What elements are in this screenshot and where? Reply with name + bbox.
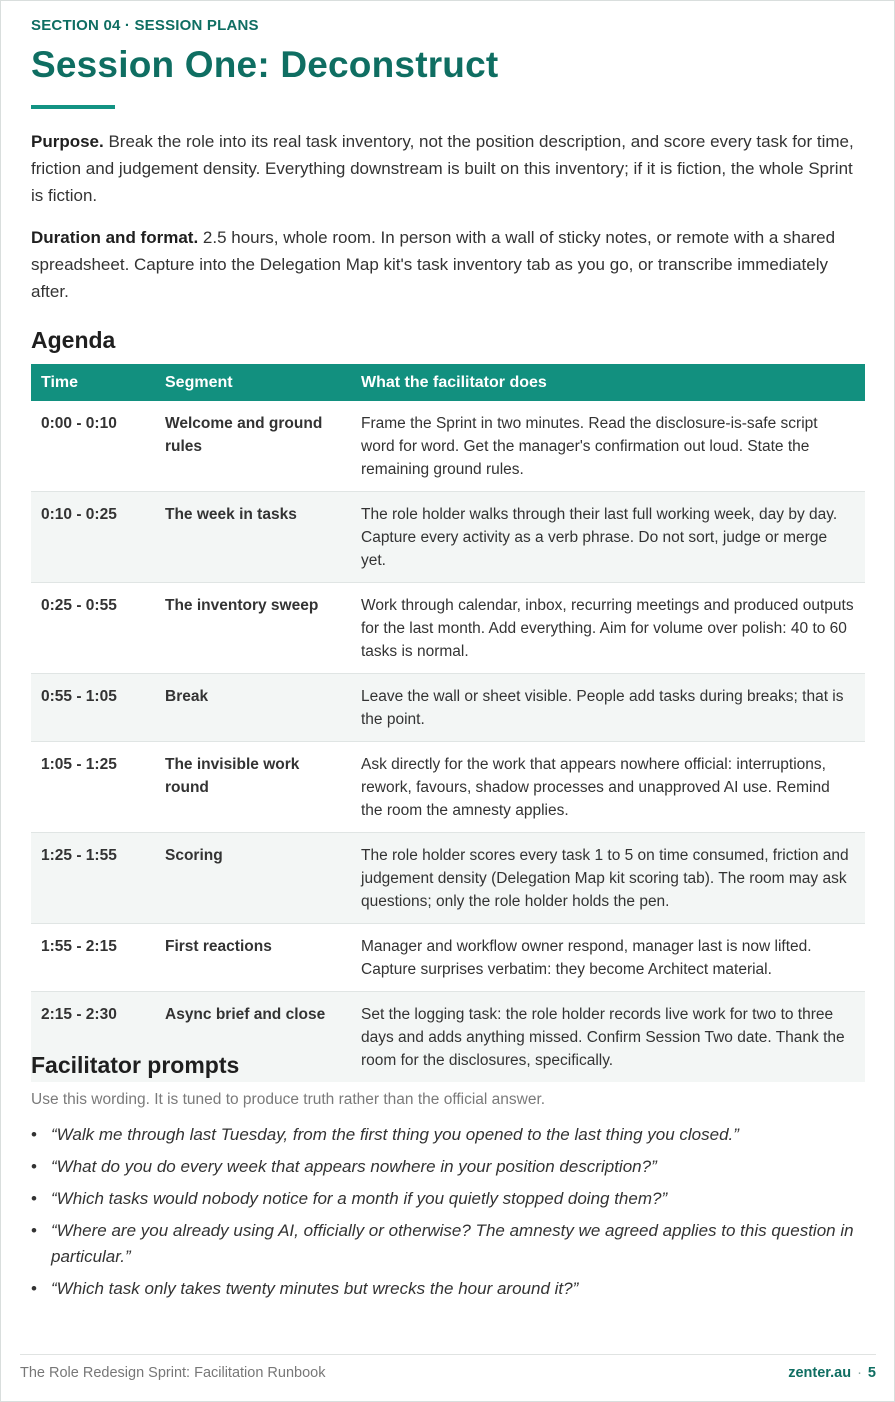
table-row [31, 401, 865, 492]
prompts-heading: Facilitator prompts [31, 1052, 240, 1078]
table-row [31, 742, 865, 833]
section-eyebrow: SECTION 04 · SESSION PLANS [31, 17, 259, 34]
table-row [31, 583, 865, 674]
row-time: 0:55 - 1:05 [31, 674, 155, 742]
row-time: 1:25 - 1:55 [31, 833, 155, 924]
prompt-text: “Walk me through last Tuesday, from the first thing you opened to the last thing you closed.” [51, 1125, 739, 1144]
table-row [31, 924, 865, 992]
row-action: The role holder walks through their last full working week, day by day. Capture every activity as a verb phrase. Do not sort, judge or merge yet. [351, 492, 865, 583]
row-segment: The invisible work round [155, 742, 351, 833]
column-header-time: Time [31, 364, 155, 401]
table-row [31, 674, 865, 742]
footer-doc-title: The Role Redesign Sprint: Facilitation Runbook [20, 1365, 326, 1381]
bullet-icon: • [31, 1157, 37, 1176]
row-action: Ask directly for the work that appears nowhere official: interruptions, rework, favours, shadow processes and unapproved AI use. Remind the room the amnesty applies. [351, 742, 865, 833]
list-item [31, 1186, 871, 1212]
bullet-icon: • [31, 1221, 37, 1240]
row-segment: Break [155, 674, 351, 742]
row-action: Frame the Sprint in two minutes. Read the disclosure-is-safe script word for word. Get the manager's confirmation out loud. State the remaining ground rules. [351, 401, 865, 492]
footer-meta [788, 1365, 876, 1381]
row-action: Set the logging task: the role holder records live work for two to three days and adds anything missed. Confirm Session Two date. Thank the room for the disclosures, specifically. [351, 992, 865, 1083]
footer-site-link[interactable]: zenter.au [788, 1365, 852, 1381]
page-title: Session One: Deconstruct [31, 44, 499, 85]
table-row [31, 833, 865, 924]
agenda-header-row [31, 364, 865, 401]
prompt-text: “Which task only takes twenty minutes but wrecks the hour around it?” [51, 1279, 579, 1298]
table-row [31, 492, 865, 583]
agenda-table [31, 364, 865, 1082]
agenda-heading: Agenda [31, 327, 116, 353]
purpose-label: Purpose. [31, 132, 104, 151]
row-segment: Welcome and ground rules [155, 401, 351, 492]
list-item [31, 1122, 871, 1148]
prompts-intro: Use this wording. It is tuned to produce truth rather than the official answer. [31, 1091, 546, 1108]
row-time: 0:25 - 0:55 [31, 583, 155, 674]
prompts-list [31, 1122, 871, 1308]
row-time: 0:10 - 0:25 [31, 492, 155, 583]
row-segment: First reactions [155, 924, 351, 992]
duration-paragraph [31, 224, 863, 305]
bullet-icon: • [31, 1189, 37, 1208]
row-action: The role holder scores every task 1 to 5 on time consumed, friction and judgement density (Delegation Map kit scoring tab). The room may ask questions; only the role holder holds the pen. [351, 833, 865, 924]
row-action: Work through calendar, inbox, recurring meetings and produced outputs for the last month. Add everything. Aim for volume over polish: 40 to 60 tasks is normal. [351, 583, 865, 674]
duration-text: 2.5 hours, whole room. In person with a wall of sticky notes, or remote with a shared spreadsheet. Capture into the Delegation Map kit's task inventory tab as you go, or transcribe immediately after. [31, 228, 836, 301]
row-action: Leave the wall or sheet visible. People add tasks during breaks; that is the point. [351, 674, 865, 742]
purpose-paragraph [31, 128, 863, 209]
bullet-icon: • [31, 1125, 37, 1144]
footer-divider [20, 1354, 876, 1355]
row-segment: The week in tasks [155, 492, 351, 583]
bullet-icon: • [31, 1279, 37, 1298]
row-time: 0:00 - 0:10 [31, 401, 155, 492]
duration-label: Duration and format. [31, 228, 199, 247]
list-item [31, 1218, 871, 1270]
title-underline [31, 105, 115, 109]
column-header-segment: Segment [155, 364, 351, 401]
column-header-action: What the facilitator does [351, 364, 865, 401]
prompt-text: “Which tasks would nobody notice for a month if you quietly stopped doing them?” [51, 1189, 668, 1208]
row-segment: The inventory sweep [155, 583, 351, 674]
list-item [31, 1154, 871, 1180]
row-segment: Async brief and close [155, 992, 351, 1083]
row-time: 2:15 - 2:30 [31, 992, 155, 1083]
purpose-text: Break the role into its real task inventory, not the position description, and score every task for time, friction and judgement density. Everything downstream is built on this inventory; if it is fiction, the whole Sprint is fiction. [31, 132, 854, 205]
list-item [31, 1276, 871, 1302]
page-number: 5 [867, 1365, 876, 1381]
prompt-text: “Where are you already using AI, officially or otherwise? The amnesty we agreed applies to this question in particular.” [51, 1221, 854, 1266]
row-segment: Scoring [155, 833, 351, 924]
footer-separator: · [857, 1365, 862, 1381]
row-time: 1:55 - 2:15 [31, 924, 155, 992]
row-time: 1:05 - 1:25 [31, 742, 155, 833]
prompt-text: “What do you do every week that appears nowhere in your position description?” [51, 1157, 657, 1176]
row-action: Manager and workflow owner respond, manager last is now lifted. Capture surprises verbatim: they become Architect material. [351, 924, 865, 992]
